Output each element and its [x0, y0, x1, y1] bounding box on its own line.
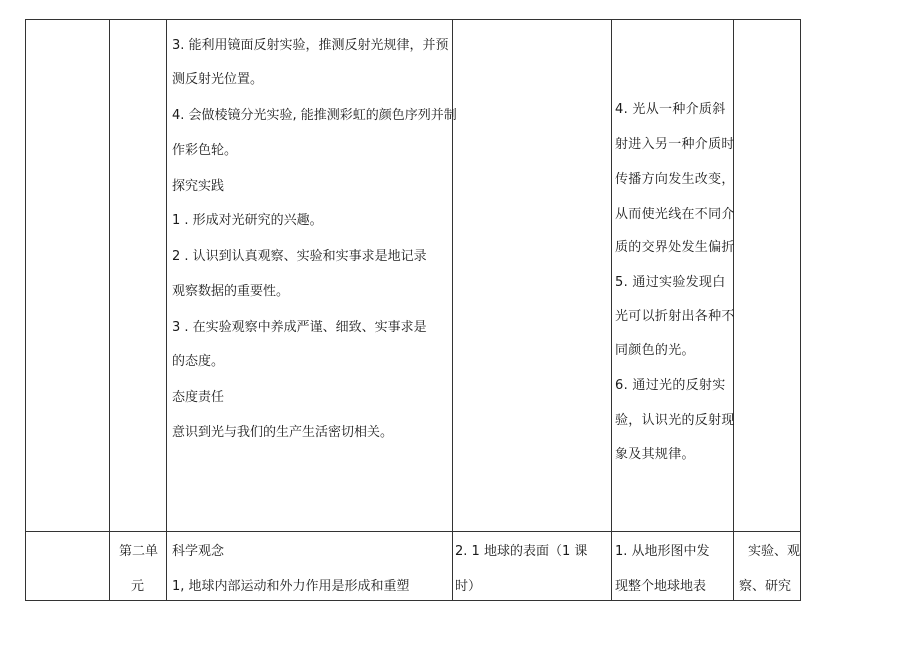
cell-text-line: 射进入另一种介质时	[615, 137, 735, 152]
section-heading: 探究实践	[172, 179, 225, 194]
cell-text-line: 光可以折射出各种不	[615, 309, 735, 324]
cell-text-line: 质的交界处发生偏折	[615, 240, 735, 255]
cell-text-line: 从而使光线在不同介	[615, 207, 735, 222]
cell-text-line: 实验、观	[748, 544, 801, 559]
cell-text-line: 象及其规律。	[615, 447, 695, 462]
table-border-bottom	[25, 600, 801, 601]
table-border-top	[25, 19, 801, 20]
unit-label-cont: 元	[131, 579, 145, 594]
table-border-right	[800, 19, 801, 601]
unit-label: 第二单	[119, 544, 159, 559]
cell-text-line: 测反射光位置。	[172, 72, 264, 87]
cell-text-line: 2 . 认识到认真观察、实验和实事求是地记录	[172, 249, 427, 264]
cell-text-line: 观察数据的重要性。	[172, 284, 290, 299]
table-col-divider-4	[611, 19, 612, 601]
cell-text-line: 意识到光与我们的生产生活密切相关。	[172, 425, 394, 440]
cell-text-line: 验，认识光的反射现	[615, 413, 735, 428]
cell-text-line: 5. 通过实验发现白	[615, 275, 726, 290]
cell-text-line: 6. 通过光的反射实	[615, 378, 726, 393]
cell-text-line: 察、研究	[739, 579, 792, 594]
cell-text-line: 3 . 在实验观察中养成严谨、细致、实事求是	[172, 320, 427, 335]
section-heading: 态度责任	[172, 390, 225, 405]
cell-text-line: 同颜色的光。	[615, 343, 695, 358]
table-row-divider	[25, 531, 801, 532]
cell-text-line: 传播方向发生改变，	[615, 172, 735, 187]
cell-text-line: 4. 会做棱镜分光实验, 能推测彩虹的颜色序列并制	[172, 108, 457, 123]
table-col-divider-3	[452, 19, 453, 601]
cell-text-line: 1 . 形成对光研究的兴趣。	[172, 213, 323, 228]
cell-text-line: 的态度。	[172, 354, 225, 369]
section-heading: 科学观念	[172, 544, 225, 559]
cell-text-line: 作彩色轮。	[172, 143, 238, 158]
table-col-divider-1	[109, 19, 110, 601]
cell-text-line: 3. 能利用镜面反射实验，推测反射光规律，并预	[172, 38, 449, 53]
table-border-left	[25, 19, 26, 601]
cell-text-line: 1, 地球内部运动和外力作用是形成和重塑	[172, 579, 410, 594]
lesson-title: 2. 1 地球的表面（1 课	[455, 544, 588, 559]
cell-text-line: 1. 从地形图中发	[615, 544, 710, 559]
lesson-title-cont: 时）	[455, 579, 482, 594]
cell-text-line: 4. 光从一种介质斜	[615, 102, 726, 117]
table-col-divider-2	[166, 19, 167, 601]
cell-text-line: 现整个地球地表	[615, 579, 707, 594]
